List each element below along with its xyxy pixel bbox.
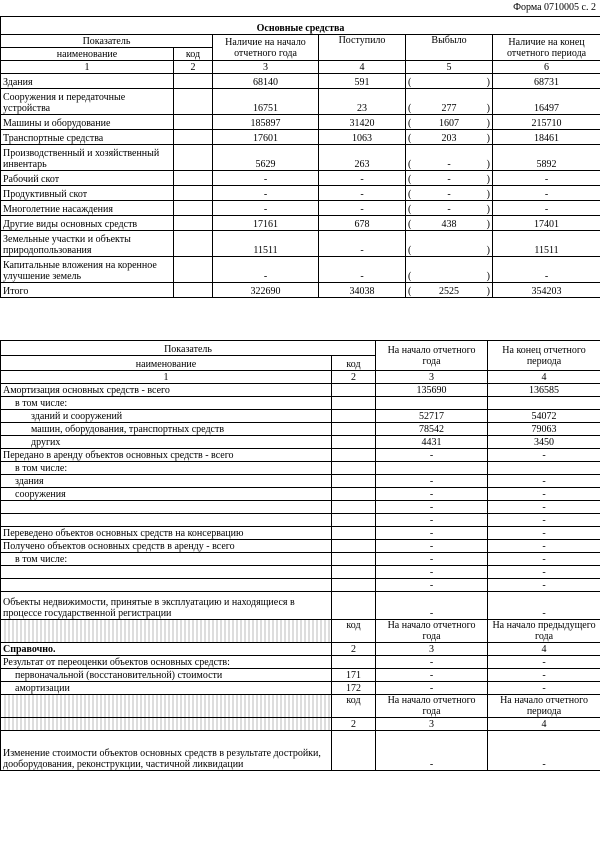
table-row [1,462,600,475]
row-begin: - [213,186,319,201]
row-begin: - [376,540,488,553]
row-name [1,514,332,527]
row-code [332,410,376,423]
row-name: Земельные участки и объекты природопользования [1,231,174,257]
ref-header-code: код [332,620,376,643]
row-code [174,74,213,89]
row-name: Другие виды основных средств [1,216,174,231]
row-out: ( ) [406,257,493,283]
row-begin: - [376,501,488,514]
row-name: Результат от переоценки объектов основных средств: [1,656,332,669]
column-number: 6 [493,61,600,74]
row-end: - [488,682,600,695]
row-name: в том числе: [1,462,332,475]
row-end: - [493,186,600,201]
row-code [174,283,213,298]
row-begin: 135690 [376,384,488,397]
row-end: - [488,475,600,488]
row-name [1,566,332,579]
row-end: 16497 [493,89,600,115]
depreciation-table: Показатель На начало отчетного года На конец отчетного периода наименование код 1 2 3 4 Амортизация основных средств - всего 135690 136585 в том числе: зданий и сооружений 52717 54072 машин, оборудования, транспортных средств 78542 79063 других 4431 3450 Передано в аренду объектов основных средств - всего - - в том числе: здания - - сооружения - - - - - - Переведено объектов основных средств на консервацию - - Получено объектов основных средств в аренду - всего - - в том числе: - - - - - - Объекты недвижимости, принятые в эксплуатацию и находящиеся в процессе государственной регистрации - - код На начало отчетного года На начало предыдущего года Справочно. 2 3 4 Результат от переоценки объектов основных средств: - - первоначальной (восстановительной) стоимости 171 - - амортизации 172 - - код На начало отчетного года На начало отчетного периода 2 3 4 Изменение стоимости объектов основных средств в результате достройки, дооборудования, реконструкции, частичной ликвидации - - [0,340,600,771]
row-end: - [488,488,600,501]
row-end: - [488,501,600,514]
header-name: наименование [1,48,174,61]
header-end: Наличие на конец отчетного периода [493,35,600,61]
row-code [332,384,376,397]
row-begin: 52717 [376,410,488,423]
table-row [1,283,600,298]
table-row [1,186,600,201]
row-name: Итого [1,283,174,298]
row-out: ( ) [406,231,493,257]
column-number: 5 [406,61,493,74]
row-in: 23 [319,89,406,115]
table-row [1,115,600,130]
row-code [332,731,376,771]
row-begin: - [213,257,319,283]
row-end: 136585 [488,384,600,397]
row-name: других [1,436,332,449]
row-name [1,579,332,592]
row-end: - [488,592,600,620]
row-end: 54072 [488,410,600,423]
header-indicator-2: Показатель [1,341,376,356]
row-begin: - [376,527,488,540]
table-row [1,592,600,620]
header-name-2: наименование [1,356,332,371]
ref2-header-code: код [332,695,376,718]
row-in: 591 [319,74,406,89]
header-code-2: код [332,356,376,371]
column-number: 3 [213,61,319,74]
row-code [174,130,213,145]
row-begin: 78542 [376,423,488,436]
row-in: - [319,231,406,257]
table-row [1,423,600,436]
row-end: - [493,171,600,186]
row-end: - [488,731,600,771]
row-name: амортизации [1,682,332,695]
row-code [332,540,376,553]
row-name: Изменение стоимости объектов основных средств в результате достройки, дооборудования, реконструкции, частичной ликвидации [1,731,332,771]
table-row [1,656,600,669]
row-end [488,397,600,410]
column-number: 2 [174,61,213,74]
row-name: машин, оборудования, транспортных средств [1,423,332,436]
row-begin: - [213,201,319,216]
row-begin: - [376,514,488,527]
row-end: - [488,514,600,527]
row-begin: - [376,579,488,592]
row-out: ( - ) [406,201,493,216]
header-in: Поступило [319,35,406,61]
table-row [1,216,600,231]
row-name: Переведено объектов основных средств на консервацию [1,527,332,540]
row-begin: 322690 [213,283,319,298]
ref2-header-begin: На начало отчетного года [376,695,488,718]
row-name: Производственный и хозяйственный инвентарь [1,145,174,171]
table-row [1,384,600,397]
table-row [1,410,600,423]
row-out: ( 203 ) [406,130,493,145]
table-row [1,488,600,501]
row-end: - [488,449,600,462]
row-in: - [319,201,406,216]
row-code [332,423,376,436]
row-code [332,462,376,475]
row-name: здания [1,475,332,488]
row-begin: - [376,656,488,669]
row-name: сооружения [1,488,332,501]
row-code [332,579,376,592]
row-out: ( 2525 ) [406,283,493,298]
row-code [174,216,213,231]
table-row [1,731,600,771]
row-code [332,592,376,620]
row-code [332,566,376,579]
row-begin: - [376,449,488,462]
header-begin: Наличие на начало отчетного года [213,35,319,61]
column-number: 2 [332,371,376,384]
table-row [1,501,600,514]
row-code [332,488,376,501]
row-end [488,462,600,475]
row-begin: 17601 [213,130,319,145]
row-in: - [319,171,406,186]
row-name: Капитальные вложения на коренное улучшение земель [1,257,174,283]
table-row [1,682,600,695]
table-row [1,553,600,566]
table-row [1,514,600,527]
row-code [174,89,213,115]
row-end: 68731 [493,74,600,89]
row-begin: - [376,566,488,579]
table-row [1,74,600,89]
table-row [1,257,600,283]
row-begin: 185897 [213,115,319,130]
row-begin: 4431 [376,436,488,449]
row-out: ( - ) [406,186,493,201]
row-begin: 16751 [213,89,319,115]
row-end: 18461 [493,130,600,145]
row-name: Машины и оборудование [1,115,174,130]
row-end: - [493,257,600,283]
ref-header-end: На начало предыдущего года [488,620,600,643]
row-name: в том числе: [1,397,332,410]
row-code [332,656,376,669]
row-in: 263 [319,145,406,171]
row-in: 34038 [319,283,406,298]
row-code [174,115,213,130]
column-number: 1 [1,371,332,384]
row-out: ( ) [406,74,493,89]
row-code: 171 [332,669,376,682]
row-code [332,553,376,566]
row-name: Амортизация основных средств - всего [1,384,332,397]
ref-header-begin: На начало отчетного года [376,620,488,643]
header-begin-2: На начало отчетного года [376,341,488,371]
row-code: 172 [332,682,376,695]
row-code [332,436,376,449]
fixed-assets-table [0,16,600,298]
row-end: - [488,669,600,682]
row-name: Транспортные средства [1,130,174,145]
row-end: - [488,566,600,579]
row-begin: - [213,171,319,186]
row-end: 215710 [493,115,600,130]
row-begin: 68140 [213,74,319,89]
row-end: - [488,656,600,669]
row-begin: 17161 [213,216,319,231]
row-code [174,257,213,283]
table-row [1,231,600,257]
row-begin: - [376,475,488,488]
row-end: 17401 [493,216,600,231]
row-end: 5892 [493,145,600,171]
row-begin: - [376,682,488,695]
row-name: Получено объектов основных средств в аренду - всего [1,540,332,553]
row-name [1,501,332,514]
row-code [332,514,376,527]
table-row [1,566,600,579]
row-code [332,475,376,488]
row-name: в том числе: [1,553,332,566]
header-code: код [174,48,213,61]
header-indicator: Показатель [1,35,213,48]
table-row [1,89,600,115]
table-row [1,449,600,462]
section-title: Основные средства [1,17,600,35]
row-code [174,145,213,171]
table-row [1,436,600,449]
row-code [332,449,376,462]
row-in: 678 [319,216,406,231]
table-row [1,145,600,171]
row-out: ( 1607 ) [406,115,493,130]
table-row [1,201,600,216]
row-name: Многолетние насаждения [1,201,174,216]
row-begin [376,397,488,410]
table-row [1,540,600,553]
table-row [1,579,600,592]
row-name: зданий и сооружений [1,410,332,423]
row-in: 1063 [319,130,406,145]
table-row [1,130,600,145]
row-in: 31420 [319,115,406,130]
row-out: ( - ) [406,171,493,186]
table-row [1,669,600,682]
row-in: - [319,257,406,283]
header-out: Выбыло [406,35,493,61]
row-out: ( - ) [406,145,493,171]
row-name: Передано в аренду объектов основных средств - всего [1,449,332,462]
row-name: Объекты недвижимости, принятые в эксплуатацию и находящиеся в процессе государственной регистрации [1,592,332,620]
row-begin: - [376,592,488,620]
row-name: Сооружения и передаточные устройства [1,89,174,115]
row-code [174,201,213,216]
row-begin: - [376,669,488,682]
column-number: 4 [488,371,600,384]
column-number: 4 [319,61,406,74]
column-number: 3 [376,371,488,384]
row-name: Здания [1,74,174,89]
row-name: первоначальной (восстановительной) стоимости [1,669,332,682]
row-end: - [488,579,600,592]
row-out: ( 438 ) [406,216,493,231]
row-end: - [488,553,600,566]
row-code [332,527,376,540]
ref2-header-end: На начало отчетного периода [488,695,600,718]
row-end: 79063 [488,423,600,436]
column-number: 1 [1,61,174,74]
table-row [1,527,600,540]
row-begin: 11511 [213,231,319,257]
row-in: - [319,186,406,201]
row-code [332,397,376,410]
row-end: - [488,527,600,540]
row-out: ( 277 ) [406,89,493,115]
table-row [1,475,600,488]
row-code [174,231,213,257]
row-name: Продуктивный скот [1,186,174,201]
row-end: 11511 [493,231,600,257]
row-begin [376,462,488,475]
row-code [332,501,376,514]
row-begin: 5629 [213,145,319,171]
row-end: 354203 [493,283,600,298]
ref-label: Справочно. [1,643,332,656]
row-end: - [493,201,600,216]
row-end: 3450 [488,436,600,449]
row-name: Рабочий скот [1,171,174,186]
row-code [174,171,213,186]
row-begin: - [376,731,488,771]
row-begin: - [376,488,488,501]
form-label: Форма 0710005 с. 2 [513,2,596,13]
table-row [1,397,600,410]
row-code [174,186,213,201]
row-end: - [488,540,600,553]
header-end-2: На конец отчетного периода [488,341,600,371]
row-begin: - [376,553,488,566]
table-row [1,171,600,186]
